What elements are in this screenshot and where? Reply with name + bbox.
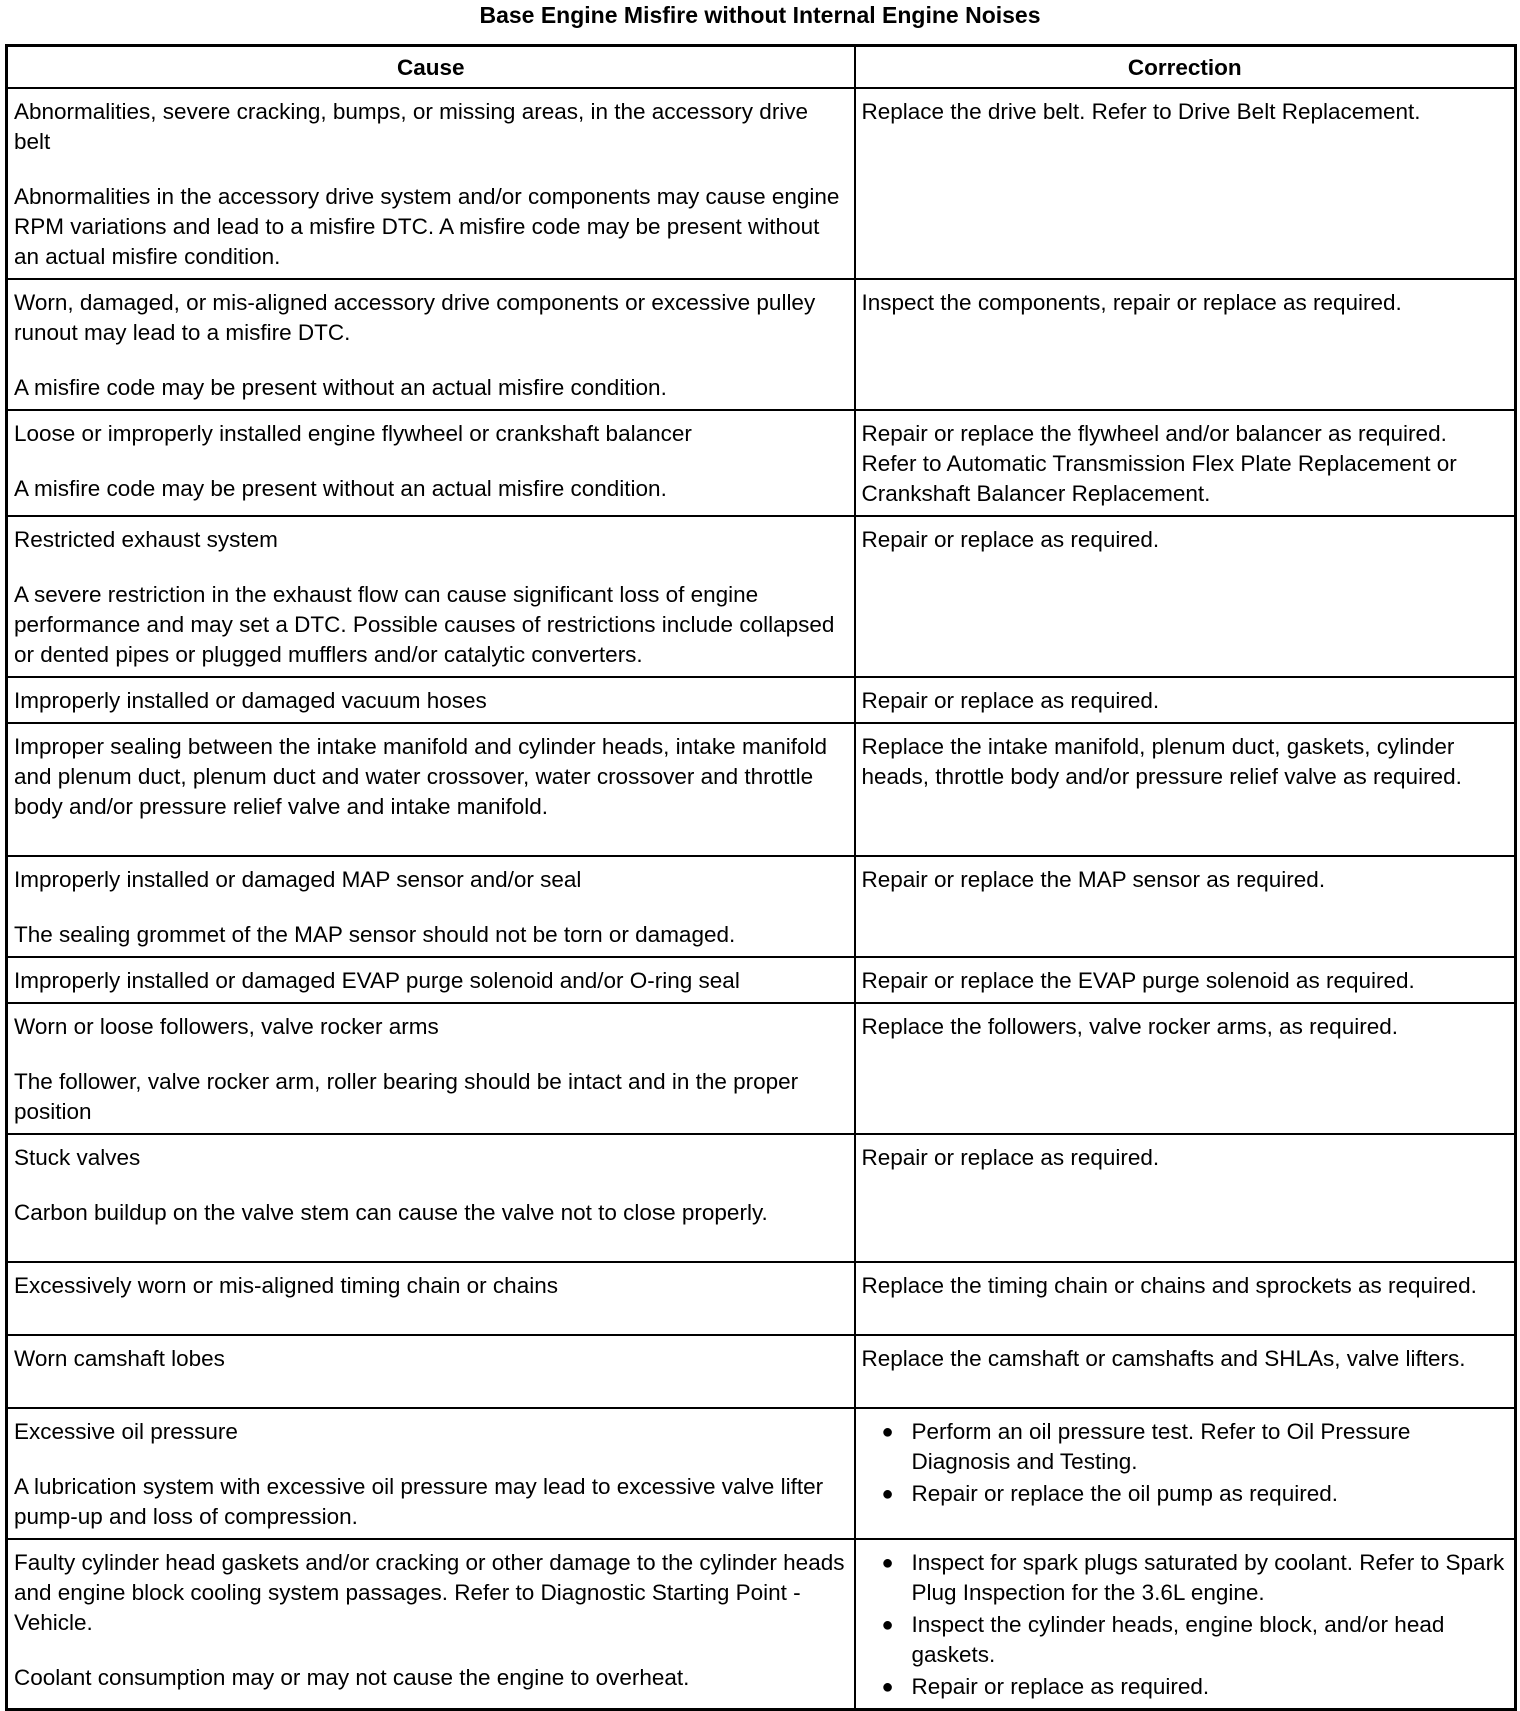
correction-cell xyxy=(855,1335,1516,1408)
cause-cell xyxy=(7,279,855,410)
cause-note: Carbon buildup on the valve stem can cause the valve not to close properly. xyxy=(14,1200,768,1225)
correction-bullet-list xyxy=(862,1417,1509,1509)
cause-text: Excessively worn or mis-aligned timing chain or chains xyxy=(14,1273,558,1298)
table-row xyxy=(7,677,1516,723)
correction-text: Repair or replace the EVAP purge solenoid as required. xyxy=(861,968,1415,993)
cause-text: Improperly installed or damaged MAP sensor and/or seal xyxy=(14,867,582,892)
correction-cell xyxy=(855,1408,1516,1539)
correction-bullet: ● Repair or replace as required. xyxy=(862,1672,1509,1702)
correction-bullet: ● Inspect the cylinder heads, engine block, and/or head gaskets. xyxy=(862,1610,1509,1670)
table-row xyxy=(7,410,1516,516)
cause-note: A severe restriction in the exhaust flow can cause significant loss of engine performance and may set a DTC. Possible causes of restrictions include collapsed or dented pipes or plugged mufflers and/or catalytic converters. xyxy=(14,582,835,667)
cause-note: A misfire code may be present without an actual misfire condition. xyxy=(14,375,667,400)
correction-text: Repair or replace as required. xyxy=(861,688,1160,713)
cause-note: Coolant consumption may or may not cause the engine to overheat. xyxy=(14,1665,690,1690)
correction-cell xyxy=(855,677,1516,723)
correction-cell xyxy=(855,856,1516,957)
correction-cell xyxy=(855,723,1516,856)
cause-text: Abnormalities, severe cracking, bumps, or missing areas, in the accessory drive belt xyxy=(14,99,809,154)
correction-cell xyxy=(855,516,1516,677)
correction-bullet: ● Inspect for spark plugs saturated by coolant. Refer to Spark Plug Inspection for the 3.6L engine. xyxy=(862,1548,1509,1608)
cause-cell xyxy=(7,677,855,723)
cause-cell xyxy=(7,1408,855,1539)
cause-cell xyxy=(7,88,855,279)
cause-text: Faulty cylinder head gaskets and/or cracking or other damage to the cylinder heads and engine block cooling system passages. Refer to Diagnostic Starting Point - Vehicle. xyxy=(14,1550,845,1635)
cause-cell xyxy=(7,516,855,677)
cause-text: Improper sealing between the intake manifold and cylinder heads, intake manifold and plenum duct, plenum duct and water crossover, water crossover and throttle body and/or pressure relief valve and intake manifold. xyxy=(14,734,827,819)
cause-note: The follower, valve rocker arm, roller bearing should be intact and in the proper position xyxy=(14,1069,799,1124)
cause-note: Abnormalities in the accessory drive system and/or components may cause engine RPM variations and lead to a misfire DTC. A misfire code may be present without an actual misfire condition. xyxy=(14,184,840,269)
page-title: Base Engine Misfire without Internal Engine Noises xyxy=(479,2,1041,28)
correction-cell xyxy=(855,88,1516,279)
cause-text: Restricted exhaust system xyxy=(14,527,278,552)
cause-cell xyxy=(7,1003,855,1134)
correction-text: Repair or replace the MAP sensor as required. xyxy=(861,867,1326,892)
table-row xyxy=(7,1335,1516,1408)
cause-cell xyxy=(7,856,855,957)
correction-text: Replace the intake manifold, plenum duct, gaskets, cylinder heads, throttle body and/or pressure relief valve as required. xyxy=(861,734,1462,789)
correction-text: Repair or replace as required. xyxy=(861,527,1160,552)
correction-text: Replace the followers, valve rocker arms, as required. xyxy=(861,1014,1398,1039)
correction-cell xyxy=(855,410,1516,516)
table-row xyxy=(7,957,1516,1003)
table-row xyxy=(7,723,1516,856)
correction-cell xyxy=(855,1539,1516,1710)
correction-column-header: Correction xyxy=(855,46,1516,89)
misfire-table xyxy=(5,44,1517,1711)
table-row xyxy=(7,1408,1516,1539)
cause-cell xyxy=(7,410,855,516)
cause-cell xyxy=(7,1134,855,1262)
cause-column-header: Cause xyxy=(7,46,855,89)
cause-text: Excessive oil pressure xyxy=(14,1419,238,1444)
table-row xyxy=(7,279,1516,410)
table-row xyxy=(7,1539,1516,1710)
cause-text: Worn camshaft lobes xyxy=(14,1346,225,1371)
cause-cell xyxy=(7,1262,855,1335)
correction-text: Repair or replace as required. xyxy=(861,1145,1160,1170)
table-row xyxy=(7,516,1516,677)
cause-cell xyxy=(7,1539,855,1710)
correction-text: Inspect the components, repair or replace as required. xyxy=(861,290,1402,315)
correction-cell xyxy=(855,1134,1516,1262)
correction-bullet: ● Perform an oil pressure test. Refer to Oil Pressure Diagnosis and Testing. xyxy=(862,1417,1509,1477)
table-row xyxy=(7,88,1516,279)
cause-text: Improperly installed or damaged EVAP purge solenoid and/or O-ring seal xyxy=(14,968,740,993)
table-header-row xyxy=(7,46,1516,89)
table-row xyxy=(7,1134,1516,1262)
cause-text: Loose or improperly installed engine flywheel or crankshaft balancer xyxy=(14,421,692,446)
table-row xyxy=(7,1262,1516,1335)
correction-bullet: ● Repair or replace the oil pump as required. xyxy=(862,1479,1509,1509)
cause-note: A lubrication system with excessive oil pressure may lead to excessive valve lifter pump-up and loss of compression. xyxy=(14,1474,824,1529)
correction-text: Replace the timing chain or chains and sprockets as required. xyxy=(861,1273,1477,1298)
correction-text: Repair or replace the flywheel and/or balancer as required. Refer to Automatic Transmission Flex Plate Replacement or Crankshaft Balancer Replacement. xyxy=(861,421,1457,506)
cause-note: The sealing grommet of the MAP sensor should not be torn or damaged. xyxy=(14,922,736,947)
cause-cell xyxy=(7,957,855,1003)
cause-note: A misfire code may be present without an actual misfire condition. xyxy=(14,476,667,501)
cause-text: Worn, damaged, or mis-aligned accessory drive components or excessive pulley runout may lead to a misfire DTC. xyxy=(14,290,816,345)
cause-text: Improperly installed or damaged vacuum hoses xyxy=(14,688,487,713)
cause-text: Worn or loose followers, valve rocker arms xyxy=(14,1014,439,1039)
correction-cell xyxy=(855,957,1516,1003)
table-row xyxy=(7,1003,1516,1134)
cause-cell xyxy=(7,1335,855,1408)
correction-cell xyxy=(855,1262,1516,1335)
correction-text: Replace the drive belt. Refer to Drive Belt Replacement. xyxy=(861,99,1421,124)
table-row xyxy=(7,856,1516,957)
cause-cell xyxy=(7,723,855,856)
correction-bullet-list xyxy=(862,1548,1509,1702)
correction-text: Replace the camshaft or camshafts and SHLAs, valve lifters. xyxy=(861,1346,1466,1371)
cause-text: Stuck valves xyxy=(14,1145,141,1170)
correction-cell xyxy=(855,279,1516,410)
correction-cell xyxy=(855,1003,1516,1134)
